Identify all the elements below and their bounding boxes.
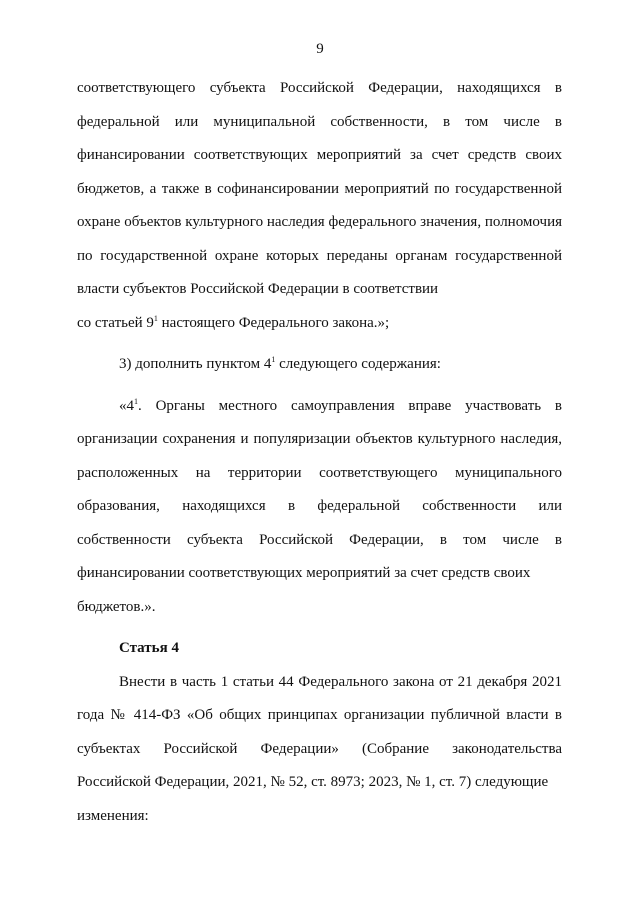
text-span: 3) дополнить пунктом 4 [119, 356, 272, 372]
paragraph-article-4: Внести в часть 1 статьи 44 Федерального закона от 21 декабря 2021 года № 414-ФЗ «Об общих принципах организации публичной власти в субъектах Российской Федерации» (Собрание законодательства Российской Федерации, 2021, № 52, ст. 8973; 2023, № 1, ст. 7) следующие [77, 673, 562, 790]
text-span: «4 [119, 397, 134, 414]
text-span: настоящего Федерального закона.»; [157, 314, 390, 331]
paragraph-quote-last-line: бюджетов.». [77, 598, 156, 615]
article-heading: Статья 4 [119, 640, 179, 656]
paragraph-continuation: соответствующего субъекта Российской Федерации, находящихся в федеральной или муниципальной собственности, в том числе в финансировании соответствующих мероприятий за счет средств своих бюджетов, а также в софинансировании мероприятий по государственной охране объектов культурного наследия федерального значения, полномочия по государственной охране которых переданы органам государственной власти субъектов Российской Федерации в соответствии [77, 80, 562, 297]
paragraph-quote [77, 390, 562, 591]
page-number: 9 [316, 41, 324, 57]
paragraph-continuation-last-line [77, 307, 562, 341]
paragraph-article-4-last-line: изменения: [77, 807, 149, 824]
document-body [77, 72, 562, 833]
superscript: 1 [271, 355, 276, 364]
paragraph-item-3 [77, 348, 562, 382]
text-span: следующего содержания: [275, 356, 441, 372]
superscript: 1 [153, 313, 158, 323]
text-span: . Органы местного самоуправления вправе участвовать в организации сохранения и популяризации объектов культурного наследия, расположенных на территории соответствующего муниципального образования, находящихся в федеральной собственности или собственности субъекта Российской Федерации, в том числе в финансировании соответствующих мероприятий за счет средств своих [77, 397, 562, 581]
text-span: со статьей 9 [77, 314, 154, 331]
superscript: 1 [134, 396, 138, 406]
